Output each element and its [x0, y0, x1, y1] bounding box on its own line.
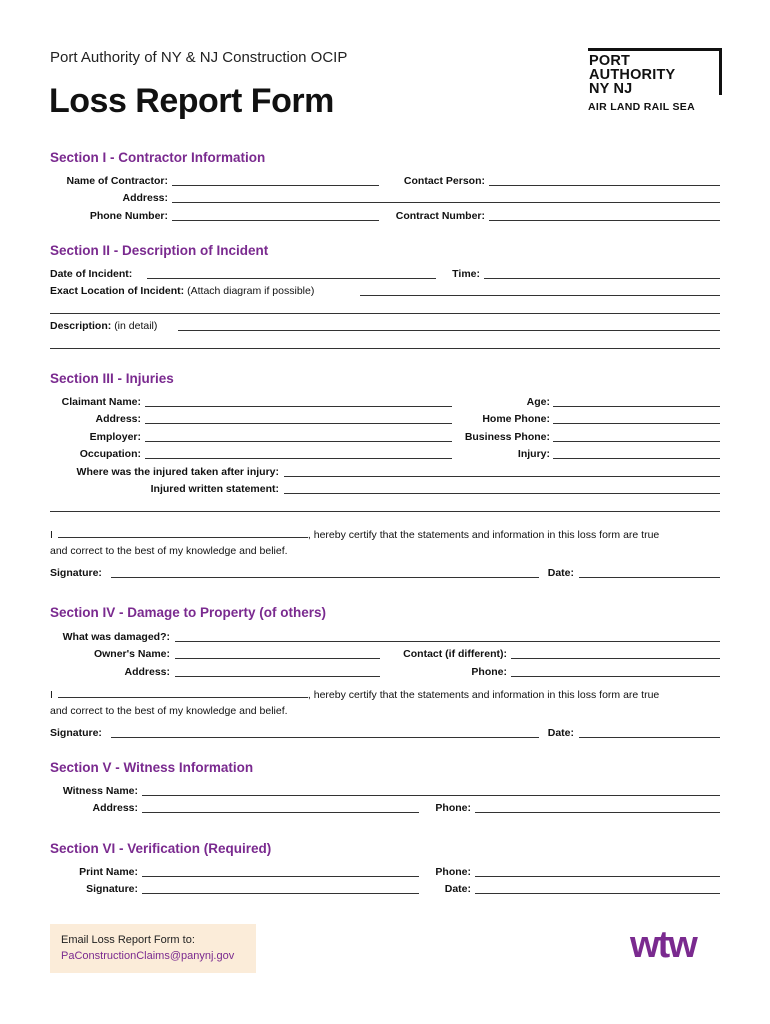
contact-person-field[interactable]: [489, 185, 720, 186]
business-phone-label: Business Phone:: [464, 431, 550, 443]
logo-tagline: AIR LAND RAIL SEA: [588, 101, 695, 113]
witness-address-field[interactable]: [142, 812, 419, 813]
witness-name-field[interactable]: [142, 795, 720, 796]
verification-date-label: Date:: [444, 883, 471, 895]
exact-location-hint: (Attach diagram if possible): [187, 285, 315, 297]
name-of-contractor-label: Name of Contractor:: [66, 175, 168, 187]
home-phone-field[interactable]: [553, 423, 720, 424]
email-label: Email Loss Report Form to:: [61, 934, 195, 946]
time-field[interactable]: [484, 278, 720, 279]
claimant-name-field[interactable]: [145, 406, 452, 407]
certify-injury-prefix: I: [50, 529, 53, 541]
email-box: [50, 924, 256, 973]
description-label-text: Description:: [50, 320, 112, 332]
header-subtitle: Port Authority of NY & NJ Construction OCIP: [50, 49, 348, 66]
age-field[interactable]: [553, 406, 720, 407]
owners-name-field[interactable]: [175, 658, 380, 659]
owner-phone-label: Phone:: [471, 666, 507, 678]
verification-signature-field[interactable]: [142, 893, 419, 894]
certify-property-name-field[interactable]: [58, 688, 308, 698]
email-link[interactable]: PaConstructionClaims@panynj.gov: [61, 950, 235, 962]
verification-date-field[interactable]: [475, 893, 720, 894]
what-damaged-field[interactable]: [175, 641, 720, 642]
contractor-address-field[interactable]: [172, 202, 720, 203]
exact-location-field-2[interactable]: [50, 313, 720, 314]
logo-line-2: AUTHORITY: [589, 67, 676, 83]
port-authority-logo: [588, 48, 722, 113]
injury-signature-label: Signature:: [50, 567, 102, 579]
claimant-address-field[interactable]: [145, 423, 452, 424]
owner-phone-field[interactable]: [511, 676, 720, 677]
injury-date-label: Date:: [547, 567, 574, 579]
logo-line-3: NY NJ: [589, 81, 633, 97]
owner-address-label: Address:: [124, 666, 170, 678]
certify-injury-text-2: and correct to the best of my knowledge and belief.: [50, 545, 288, 557]
injury-date-field[interactable]: [579, 577, 720, 578]
injury-field[interactable]: [553, 458, 720, 459]
witness-name-label: Witness Name:: [62, 785, 138, 797]
phone-number-label: Phone Number:: [89, 210, 168, 222]
exact-location-label-text: Exact Location of Incident:: [50, 285, 185, 297]
verification-phone-label: Phone:: [435, 866, 471, 878]
injury-label: Injury:: [517, 448, 550, 460]
written-statement-label: Injured written statement:: [150, 483, 279, 495]
certify-injury-line: [50, 528, 659, 541]
written-statement-field-2[interactable]: [50, 511, 720, 512]
certify-property-text: , hereby certify that the statements and information in this loss form are true: [307, 689, 660, 701]
claimant-address-label: Address:: [95, 413, 141, 425]
property-signature-field[interactable]: [111, 737, 539, 738]
logo-line-1: PORT: [589, 53, 631, 69]
where-taken-label: Where was the injured taken after injury:: [76, 466, 279, 478]
what-damaged-label: What was damaged?:: [62, 631, 170, 643]
section6-title: Section VI - Verification (Required): [50, 841, 272, 856]
description-field[interactable]: [178, 330, 720, 331]
name-of-contractor-field[interactable]: [172, 185, 379, 186]
owner-address-field[interactable]: [175, 676, 380, 677]
age-label: Age:: [526, 396, 550, 408]
section4-title: Section IV - Damage to Property (of others): [50, 605, 327, 620]
injury-signature-field[interactable]: [111, 577, 539, 578]
date-of-incident-field[interactable]: [147, 278, 436, 279]
description-label: [50, 320, 157, 332]
description-field-2[interactable]: [50, 348, 720, 349]
contact-if-different-field[interactable]: [511, 658, 720, 659]
certify-property-text-2: and correct to the best of my knowledge and belief.: [50, 705, 288, 717]
section3-title: Section III - Injuries: [50, 371, 174, 386]
date-of-incident-label: Date of Incident:: [50, 268, 133, 280]
contractor-address-label: Address:: [122, 192, 168, 204]
phone-number-field[interactable]: [172, 220, 379, 221]
witness-phone-label: Phone:: [435, 802, 471, 814]
written-statement-field[interactable]: [284, 493, 720, 494]
print-name-field[interactable]: [142, 876, 419, 877]
print-name-label: Print Name:: [79, 866, 138, 878]
where-taken-field[interactable]: [284, 476, 720, 477]
home-phone-label: Home Phone:: [482, 413, 550, 425]
wtw-logo: wtw: [630, 924, 696, 966]
contact-person-label: Contact Person:: [403, 175, 485, 187]
certify-property-line: [50, 688, 659, 701]
section1-title: Section I - Contractor Information: [50, 150, 266, 165]
occupation-field[interactable]: [145, 458, 452, 459]
property-date-label: Date:: [547, 727, 574, 739]
certify-injury-name-field[interactable]: [58, 528, 308, 538]
property-date-field[interactable]: [579, 737, 720, 738]
contract-number-label: Contract Number:: [395, 210, 485, 222]
page-title: Loss Report Form: [49, 82, 334, 120]
witness-phone-field[interactable]: [475, 812, 720, 813]
exact-location-field[interactable]: [360, 295, 720, 296]
owners-name-label: Owner's Name:: [93, 648, 170, 660]
contract-number-field[interactable]: [489, 220, 720, 221]
business-phone-field[interactable]: [553, 441, 720, 442]
section5-title: Section V - Witness Information: [50, 760, 254, 775]
employer-label: Employer:: [89, 431, 141, 443]
witness-address-label: Address:: [92, 802, 138, 814]
certify-property-prefix: I: [50, 689, 53, 701]
contact-if-different-label: Contact (if different):: [403, 648, 507, 660]
property-signature-label: Signature:: [50, 727, 102, 739]
verification-signature-label: Signature:: [86, 883, 138, 895]
occupation-label: Occupation:: [79, 448, 141, 460]
description-hint: (in detail): [114, 320, 158, 332]
employer-field[interactable]: [145, 441, 452, 442]
section2-title: Section II - Description of Incident: [50, 243, 269, 258]
certify-injury-text: , hereby certify that the statements and information in this loss form are true: [307, 529, 660, 541]
claimant-name-label: Claimant Name:: [61, 396, 141, 408]
time-label: Time:: [452, 268, 480, 280]
verification-phone-field[interactable]: [475, 876, 720, 877]
exact-location-label: [50, 285, 314, 297]
